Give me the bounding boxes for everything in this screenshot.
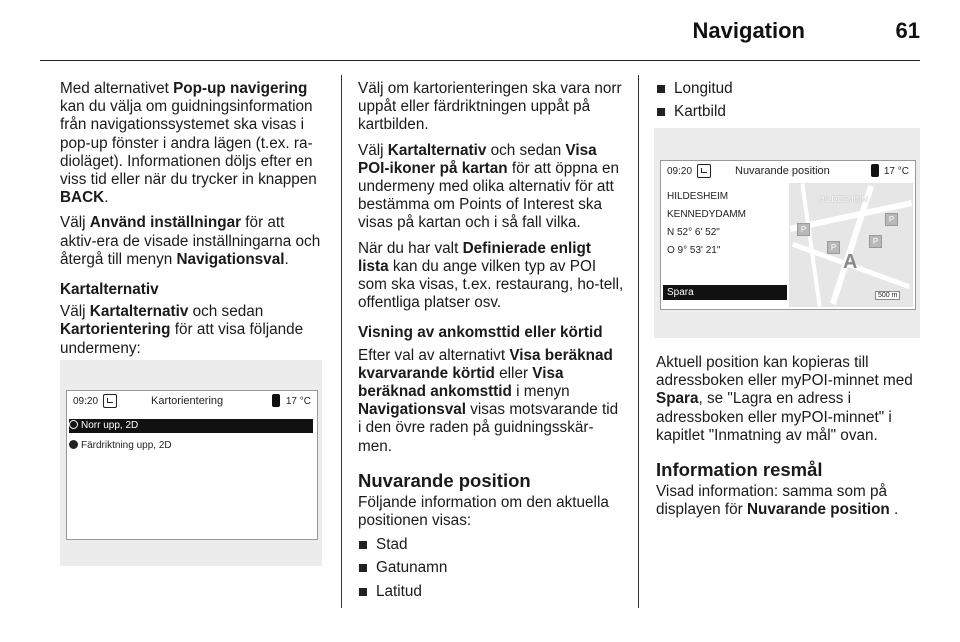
poi-parking-icon[interactable]: P [827, 241, 840, 254]
header-divider [40, 60, 920, 61]
list-item: Latitud [358, 583, 624, 601]
heading-kartalternativ: Kartalternativ [60, 281, 159, 299]
column-3-bottom [656, 354, 922, 526]
map-scale: 500 m [875, 291, 900, 300]
city-name: HILDESHEIM [667, 191, 729, 202]
position-info-list-continued [656, 80, 922, 121]
map-view[interactable] [789, 183, 913, 307]
column-1 [60, 80, 325, 365]
clock-time: 09:20 [73, 396, 99, 407]
temperature: 17 °C [883, 166, 909, 177]
heading-nuvarande-position: Nuvarande position [358, 469, 531, 491]
poi-icon[interactable]: P [885, 213, 898, 226]
heading-information-resmal: Information resmål [656, 459, 823, 481]
screen-title: Kartorientering [151, 395, 224, 407]
page-number: 61 [895, 18, 920, 43]
poi-parking-icon[interactable]: P [797, 223, 810, 236]
temperature: 17 °C [285, 396, 311, 407]
column-divider-1 [341, 75, 342, 608]
paragraph-poi-list: När du har valt Definierade enligt lista kan du ange vilken typ av POI som ska visas, t.ex. restaurang, ho-tell, offentliga platser osv. [358, 239, 624, 312]
page-header-title: Navigation [692, 18, 805, 43]
option-north-up[interactable]: Norr upp, 2D [69, 419, 313, 433]
list-item: Longitud [656, 80, 922, 98]
paragraph-orientation: Välj om kartorienteringen ska vara norr uppåt eller färdriktningen uppåt på kartbilden. [358, 80, 622, 134]
screenshot-kartorientering [60, 360, 322, 566]
clock-time: 09:20 [667, 166, 693, 177]
paragraph-destination-info: Visad information: samma som på displayen för Nuvarande position . [656, 483, 899, 519]
longitude: O 9° 53' 21" [667, 245, 721, 256]
radio-empty-icon [69, 420, 78, 429]
list-item: Stad [358, 536, 624, 554]
map-city-label: HILDESHEIM [819, 195, 868, 204]
status-bar [661, 161, 915, 183]
poi-parking-icon[interactable]: P [869, 235, 882, 248]
paragraph-kartorientering: Välj Kartalternativ och sedan Kartorientering för att visa följande undermeny: [60, 303, 304, 357]
option-heading-up[interactable]: Färdriktning upp, 2D [69, 439, 313, 453]
paragraph-visning: Efter val av alternativt Visa beräknad kvarvarande körtid eller Visa beräknad ankomsttid i menyn Navigationsval visas motsvarande tid i den övre raden på guidningsskär-men. [358, 346, 619, 455]
thermometer-icon [871, 164, 879, 177]
radio-selected-icon [69, 440, 78, 449]
paragraph-copy-position: Aktuell position kan kopieras till adressboken eller myPOI-minnet med Spara, se "Lagra en adress i adressboken eller myPOI-minnet" i kapitlet "Inmatning av mål" ovan. [656, 354, 913, 444]
latitude: N 52° 6' 52" [667, 227, 720, 238]
save-button[interactable]: Spara [663, 285, 787, 300]
clock-icon [697, 164, 711, 178]
display-screen [66, 390, 318, 540]
column-3-top [656, 80, 922, 126]
heading-visning: Visning av ankomsttid eller körtid [358, 324, 603, 342]
list-item: Kartbild [656, 103, 922, 121]
paragraph-poi-icons: Välj Kartalternativ och sedan Visa POI-ikoner på kartan för att öppna en undermeny med olika alternativ för att bestämma om Points of Interest ska visas på kartan och i så fall vilka. [358, 141, 620, 232]
street-name: KENNEDYDAMM [667, 209, 746, 220]
paragraph-position-info: Följande information om den aktuella positionen visas: [358, 493, 609, 530]
column-divider-2 [638, 75, 639, 608]
paragraph-popup: Med alternativet Pop-up navigering kan du välja om guidningsinformation från navigationssystemet ska visas i pop-up fönster i andra lägen (t.ex. ra-dioläget). Informationen döljs efter en viss tid eller när du trycker in knappen BACK. [60, 80, 317, 207]
position-info-list [358, 536, 624, 601]
screen-title: Nuvarande position [735, 165, 830, 177]
status-bar [67, 391, 317, 413]
paragraph-apply-settings: Välj Använd inställningar för att aktiv-era de visade inställningarna och återgå till menyn Navigationsval. [60, 214, 321, 268]
clock-icon [103, 394, 117, 408]
column-2 [358, 80, 624, 606]
vehicle-position-arrow-icon: A [843, 251, 858, 273]
list-item: Gatunamn [358, 559, 624, 577]
display-screen [660, 160, 916, 310]
thermometer-icon [272, 394, 280, 407]
screenshot-nuvarande-position [654, 128, 920, 338]
